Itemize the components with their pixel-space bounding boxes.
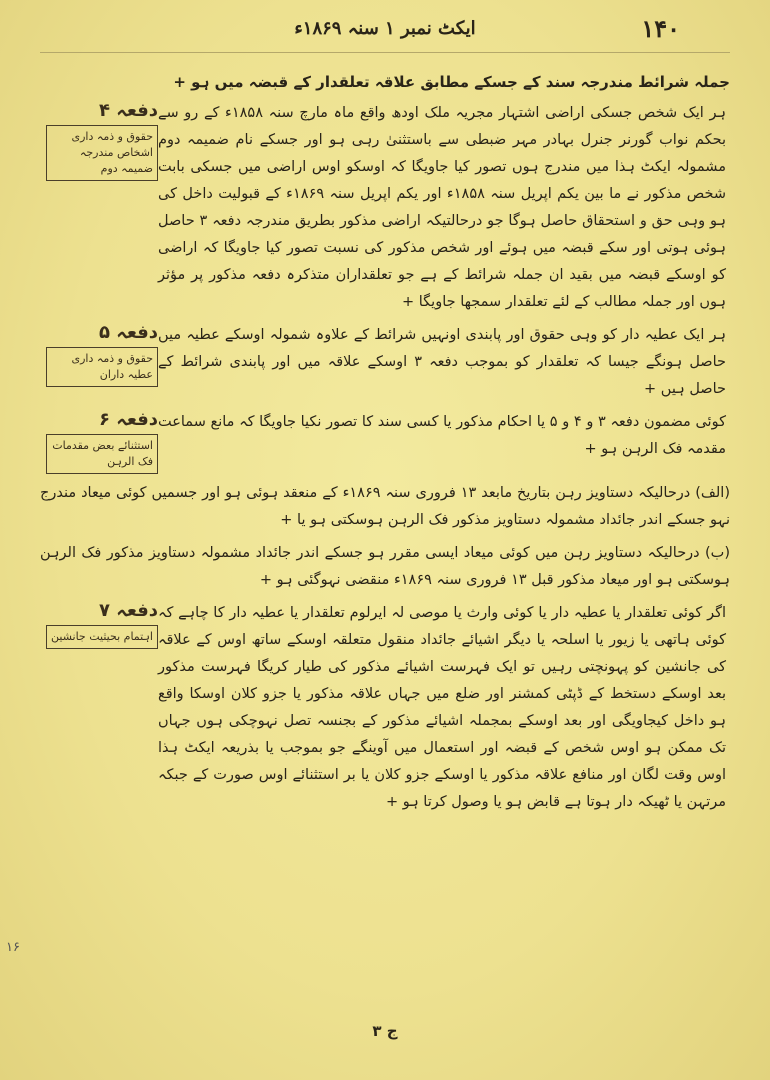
section-5-title: حقوق و ذمہ داری عطیہ داران <box>46 347 158 387</box>
section-6-text: کوئی مضمون دفعہ ۳ و ۴ و ۵ یا احکام مذکور یا کسی سند کا تصور نکیا جاویگا کہ مانع سماعت مقدمہ فک الرہن ہو + <box>158 414 726 457</box>
section-6-margin <box>40 409 158 474</box>
section-5-margin <box>40 322 158 403</box>
section-4-title: حقوق و ذمہ داری اشخاص مندرجہ ضمیمہ دوم <box>46 125 158 181</box>
clause-alif: (الف) درحالیکہ دستاویز رہن بتاریخ مابعد ۱۳ فروری سنہ ۱۸۶۹ء کے منعقد ہوئی ہو اور جسمیں کوئی میعاد مندرج نہو جسکے اندر جائداد مشمولہ دستاویز مذکور فک الرہن ہوسکتی ہو یا + <box>40 485 730 528</box>
edge-mark: ۱۶ <box>6 940 20 955</box>
section-4 <box>40 100 730 316</box>
section-7 <box>40 600 730 816</box>
section-7-text: اگر کوئی تعلقدار یا عطیہ دار یا کوئی وارث یا موصی لہ ایرلوم تعلقدار یا عطیہ دار کا چاہے کہ کوئی ہاتھی یا زیور یا اسلحہ یا دیگر اشیائے جائداد منقول متعلقہ اوسکے ساتھ اوس کے علاقہ کی جانشین کو پہونچتی رہیں تو ایک فہرست اشیائے مذکور کی طیار کریگا فہرست مذکور بعد اوسکے دستخط کے ڈپٹی کمشنر اور ضلع میں جہاں علاقہ مذکور یا جزو کلان اوسکا واقع ہو داخل کیجاویگی اور بعد اوسکے بمجملہ اشیائے مذکور کے بجنسہ تصل نہوچکی ہوں جہاں تک ممکن ہو اوس شخص کے قبضہ اور استعمال میں آوینگے جو بموجب یا بذریعہ ایکٹ ہذا اوس وقت لگان اور منافع علاقہ مذکور یا اوسکے جزو کلان یا بر استثنائے اوس صورت کے جبکہ مرتہن یا ٹھیکہ دار ہوتا ہے قابض ہو یا وصول کرتا ہو + <box>158 605 726 810</box>
section-6-number: دفعہ ۶ <box>99 409 158 430</box>
signature-mark: ۳ ج <box>372 1022 398 1040</box>
section-5-text: ہر ایک عطیہ دار کو وہی حقوق اور پابندی اونہیں شرائط کے علاوہ شمولہ اوسکے عطیہ میں حاصل ہونگے جیسا کہ تعلقدار کو بموجب دفعہ ۳ اوسکے علاقہ میں اور پابندی شرائط کے حاصل ہیں + <box>158 327 726 397</box>
section-7-title: اہتمام بحیثیت جانشین <box>46 625 158 649</box>
section-4-number: دفعہ ۴ <box>99 100 158 121</box>
section-7-number: دفعہ ۷ <box>99 600 158 621</box>
section-4-text: ہر ایک شخص جسکی اراضی اشتہار مجریہ ملک اودھ واقع ماہ مارچ سنہ ۱۸۵۸ء کے رو سے بحکم نواب گورنر جنرل بہادر مہر ضبطی سے باستثنیٰ رہی ہو اور جسکے نام ضمیمہ دوم مشمولہ ایکٹ ہذا میں مندرج ہوں تصور کیا جاویگا کہ اوسکو اوس اراضی میں جسکی بابت شخص مذکور نے ما بین یکم اپریل سنہ ۱۸۵۸ء اور یکم اپریل سنہ ۱۸۶۹ء کے قبولیت داخل کی ہو وہی حق و استحقاق حاصل ہوگا جو درحالتیکہ اراضی مذکور بطریق مندرجہ دفعہ ۳ حاصل ہوئی ہوتی اور سکے قبضہ میں ہوئے اور شخص مذکور کی نسبت تصور کیا جاویگا کہ اراضی کو اوسکے قبضہ میں بقید ان جملہ شرائط کے ہے جو تعلقداران متذکرہ دفعہ مذکور پر مؤثر ہوں اور جملہ مطالب کے لئے تعلقدار سمجھا جاویگا + <box>158 105 726 310</box>
clause-be: (ب) درحالیکہ دستاویز رہن میں کوئی میعاد ایسی مقرر ہو جسکے اندر جائداد مشمولہ دستاویز مذکور فک الرہن ہوسکتی ہو اور میعاد مذکور قبل ۱۳ فروری سنہ ۱۸۶۹ء منقضی نہوگئی ہو + <box>40 545 730 588</box>
header-rule <box>40 52 730 53</box>
section-6 <box>40 409 730 474</box>
document-body <box>40 70 730 1000</box>
section-4-margin <box>40 100 158 316</box>
section-5-number: دفعہ ۵ <box>99 322 158 343</box>
preamble: جملہ شرائط مندرجہ سند کے جسکے مطابق علاقہ تعلقدار کے قبضہ میں ہو + <box>173 73 730 91</box>
running-title: ایکٹ نمبر ۱ سنہ ۱۸۶۹ء <box>294 18 476 39</box>
page-number: ۱۴۰ <box>641 14 680 43</box>
section-6-title: استثنائے بعض مقدمات فک الرہن <box>46 434 158 474</box>
section-7-margin <box>40 600 158 816</box>
page-header <box>20 10 750 46</box>
section-5 <box>40 322 730 403</box>
